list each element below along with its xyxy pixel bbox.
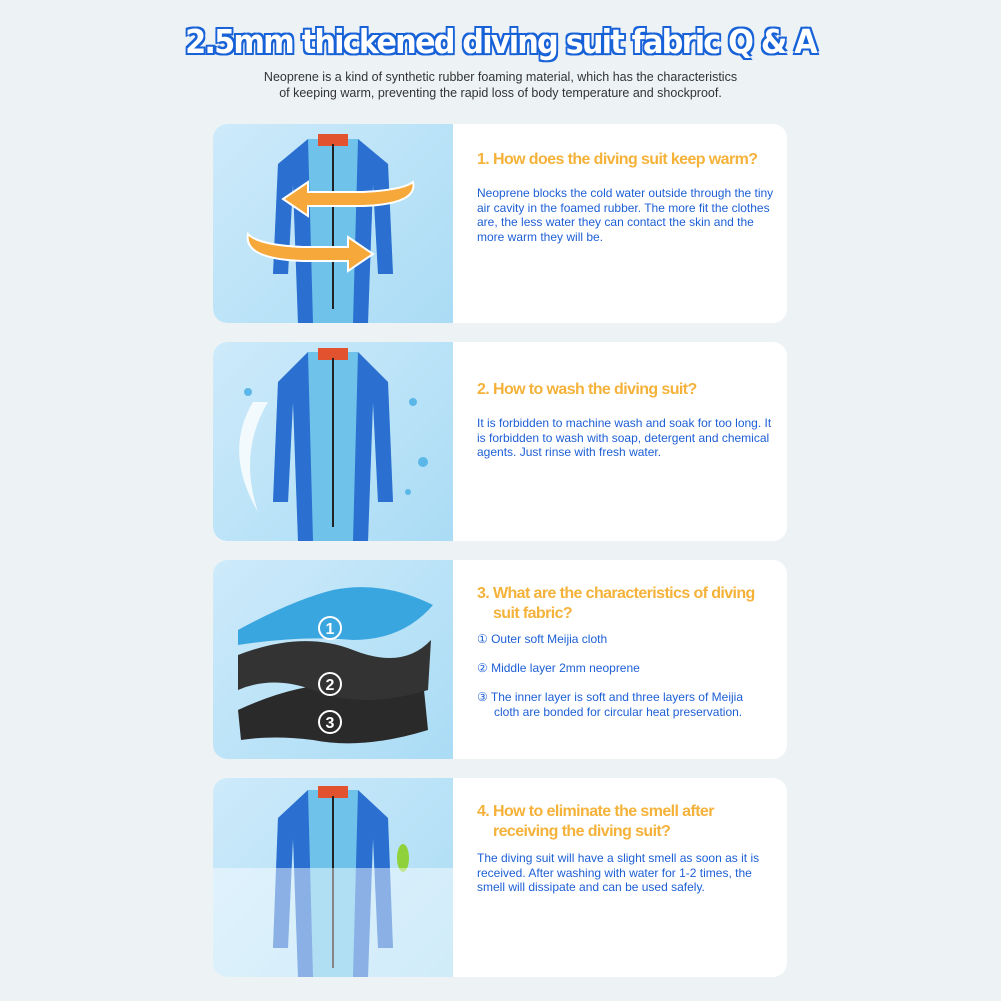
qa-card-washing <box>213 342 787 541</box>
qa-card-warmth <box>213 124 787 323</box>
wetsuit-warmth-image <box>213 124 453 323</box>
answer-text: The diving suit will have a slight smell as soon as it is received. After washing with water for 1-2 times, the smell will dissipate and can be used safely. <box>477 851 760 894</box>
qa-card-smell <box>213 778 787 977</box>
layer-label-2: 2 <box>325 677 335 694</box>
outer-layer <box>238 587 433 645</box>
question-heading: 2. How to wash the diving suit? <box>477 381 697 398</box>
item-line: cloth are bonded for circular heat preservation. <box>494 704 743 719</box>
qa-card-fabric <box>213 560 787 759</box>
fabric-layers-image <box>213 560 453 759</box>
question-line: receiving the diving suit? <box>493 823 671 840</box>
intro-line: of keeping warm, preventing the rapid loss of body temperature and shockproof. <box>279 86 722 100</box>
page-title: 2.5mm thickened diving suit fabric Q & A <box>185 22 816 61</box>
layer-label-3: 3 <box>325 715 335 732</box>
wetsuit-water-image <box>213 342 453 541</box>
question-heading <box>477 802 777 842</box>
wetsuit-fresh-image <box>213 778 453 977</box>
wetsuit-icon <box>273 134 393 323</box>
item-line: ③ The inner layer is soft and three layers of Meijia <box>477 690 743 704</box>
intro-text <box>0 69 1001 101</box>
question-line: suit fabric? <box>493 605 573 622</box>
question-heading: 1. How does the diving suit keep warm? <box>477 151 758 168</box>
question-heading <box>477 584 777 624</box>
wetsuit-icon <box>273 348 393 541</box>
answer-text: It is forbidden to machine wash and soak for too long. It is forbidden to wash with soap, detergent and chemical agents. Just rinse with fresh water. <box>477 416 772 459</box>
fabric-item-outer: ① Outer soft Meijia cloth <box>477 632 608 646</box>
layer-label-1: 1 <box>325 621 335 638</box>
answer-text: Neoprene blocks the cold water outside through the tiny air cavity in the foamed rubber. The more fit the clothes are, the less water they can contact the skin and the more warm they will be. <box>477 186 774 244</box>
leaf-icon <box>397 844 409 872</box>
intro-line: Neoprene is a kind of synthetic rubber foaming material, which has the characteristics <box>263 70 738 84</box>
fabric-item-inner <box>477 690 777 719</box>
question-line: 4. How to eliminate the smell after <box>477 803 714 820</box>
question-line: 3. What are the characteristics of diving <box>477 585 755 602</box>
fabric-item-middle: ② Middle layer 2mm neoprene <box>477 661 640 675</box>
